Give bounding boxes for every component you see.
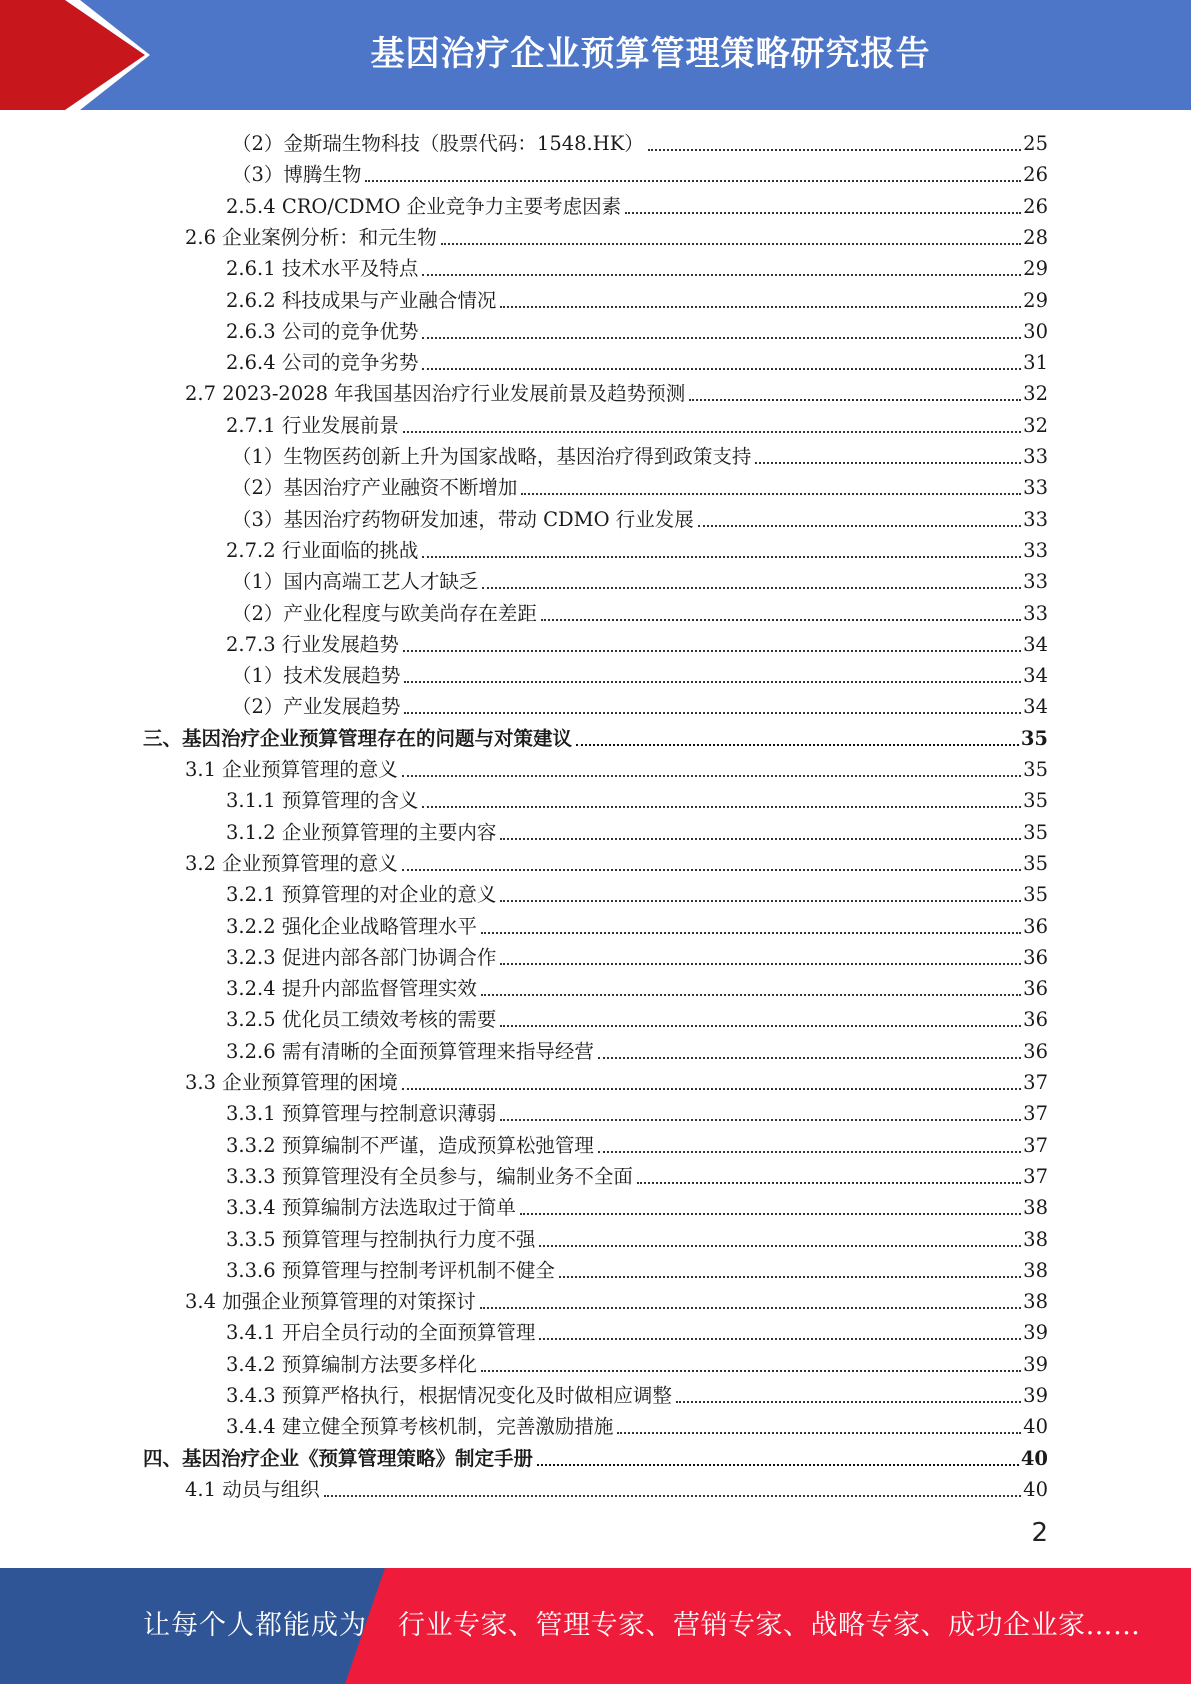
toc-entry-title: 2.6.1 技术水平及特点 — [226, 257, 419, 281]
toc-entry[interactable] — [185, 848, 1048, 879]
toc-entry-title: 3.3.1 预算管理与控制意识薄弱 — [226, 1102, 497, 1126]
toc-entry[interactable] — [226, 347, 1048, 378]
toc-entry-page: 26 — [1023, 194, 1048, 218]
toc-entry-title: 2.7 2023-2028 年我国基因治疗行业发展前景及趋势预测 — [185, 382, 686, 406]
toc-entry-title: （3）博腾生物 — [232, 163, 362, 187]
toc-entry-page: 38 — [1023, 1290, 1048, 1314]
toc-entry-title: 3.4.2 预算编制方法要多样化 — [226, 1352, 477, 1376]
toc-entry-title: 3.1.1 预算管理的含义 — [226, 789, 419, 813]
toc-entry-page: 40 — [1023, 1415, 1048, 1439]
toc-entry-title: （1）国内高端工艺人才缺乏 — [232, 570, 479, 594]
toc-entry-page: 37 — [1023, 1164, 1048, 1188]
toc-entry-page: 36 — [1023, 914, 1048, 938]
toc-entry-title: 3.4.4 建立健全预算考核机制，完善激励措施 — [226, 1415, 614, 1439]
toc-entry[interactable] — [143, 1443, 1048, 1474]
toc-entry[interactable] — [232, 159, 1048, 190]
toc-entry[interactable] — [226, 911, 1048, 942]
toc-entry-page: 38 — [1023, 1227, 1048, 1251]
toc-entry-title: （2）产业化程度与欧美尚存在差距 — [232, 601, 537, 625]
toc-dot-leader — [500, 1023, 1021, 1027]
toc-entry-page: 33 — [1023, 507, 1048, 531]
toc-dot-leader — [402, 867, 1021, 871]
toc-entry-title: 3.3 企业预算管理的困境 — [185, 1071, 398, 1094]
toc-entry[interactable] — [232, 598, 1048, 629]
toc-entry-title: 三、基因治疗企业预算管理存在的问题与对策建议 — [143, 726, 573, 750]
toc-entry-page: 36 — [1023, 977, 1048, 1001]
toc-dot-leader — [648, 147, 1021, 151]
footer-slogan-right: 行业专家、管理专家、营销专家、战略专家、成功企业家…… — [398, 1610, 1141, 1641]
toc-dot-leader — [537, 1462, 1019, 1466]
toc-dot-leader — [755, 460, 1021, 464]
toc-entry-page: 34 — [1023, 632, 1048, 656]
toc-entry-title: 2.6.2 科技成果与产业融合情况 — [226, 288, 497, 312]
toc-dot-leader — [598, 1055, 1021, 1059]
toc-entry-page: 28 — [1023, 225, 1048, 249]
toc-entry-title: 3.2 企业预算管理的意义 — [185, 851, 398, 875]
toc-dot-leader — [598, 1149, 1021, 1153]
toc-dot-leader — [402, 1086, 1021, 1090]
toc-entry[interactable] — [226, 191, 1048, 222]
toc-entry-page: 33 — [1023, 570, 1048, 594]
toc-dot-leader — [403, 429, 1021, 433]
toc-entry-title: （1）技术发展趋势 — [232, 664, 401, 688]
toc-dot-leader — [422, 335, 1021, 339]
toc-entry[interactable] — [226, 535, 1048, 566]
toc-entry-page: 32 — [1023, 382, 1048, 406]
toc-entry[interactable] — [226, 1224, 1048, 1255]
toc-entry[interactable] — [226, 1411, 1048, 1442]
toc-entry-title: （2）产业发展趋势 — [232, 695, 401, 719]
toc-entry-title: 2.6 企业案例分析：和元生物 — [185, 225, 437, 249]
toc-dot-leader — [404, 679, 1021, 683]
toc-dot-leader — [698, 523, 1021, 527]
toc-entry-title: 四、基因治疗企业《预算管理策略》制定手册 — [143, 1446, 534, 1470]
toc-entry[interactable] — [232, 128, 1048, 159]
toc-entry-title: 3.2.1 预算管理的对企业的意义 — [226, 883, 497, 907]
toc-entry-title: 3.2.5 优化员工绩效考核的需要 — [226, 1008, 497, 1032]
toc-entry[interactable] — [226, 1255, 1048, 1286]
toc-entry[interactable] — [226, 629, 1048, 660]
toc-entry-title: （2）基因治疗产业融资不断增加 — [232, 476, 518, 500]
toc-entry[interactable] — [226, 1098, 1048, 1129]
toc-entry-title: （2）金斯瑞生物科技（股票代码：1548.HK） — [232, 132, 644, 155]
toc-entry-page: 35 — [1023, 851, 1048, 875]
toc-entry-title: 3.1 企业预算管理的意义 — [185, 758, 398, 781]
page-header — [0, 0, 1191, 110]
toc-entry-page: 30 — [1023, 319, 1048, 343]
toc-dot-leader — [500, 836, 1021, 840]
toc-entry-page: 29 — [1023, 257, 1048, 281]
toc-entry-page: 33 — [1023, 445, 1048, 468]
toc-entry-page: 33 — [1023, 476, 1048, 500]
toc-entry-title: 3.2.4 提升内部监督管理实效 — [226, 977, 477, 1001]
toc-entry[interactable] — [232, 472, 1048, 503]
toc-entry[interactable] — [232, 660, 1048, 691]
toc-entry-page: 33 — [1023, 601, 1048, 625]
toc-entry[interactable] — [226, 942, 1048, 973]
toc-dot-leader — [481, 930, 1021, 934]
toc-dot-leader — [481, 1368, 1021, 1372]
toc-entry[interactable] — [226, 1161, 1048, 1192]
toc-entry-title: 2.5.4 CRO/CDMO 企业竞争力主要考虑因素 — [226, 194, 622, 218]
toc-entry-page: 35 — [1020, 726, 1048, 750]
toc-entry[interactable] — [185, 754, 1048, 785]
toc-entry-page: 37 — [1023, 1133, 1048, 1157]
toc-entry-title: 3.4.3 预算严格执行，根据情况变化及时做相应调整 — [226, 1384, 672, 1407]
toc-dot-leader — [521, 491, 1021, 495]
toc-entry[interactable] — [226, 817, 1048, 848]
toc-dot-leader — [422, 804, 1021, 808]
toc-dot-leader — [617, 1430, 1021, 1434]
toc-dot-leader — [541, 617, 1021, 621]
toc-entry-page: 34 — [1023, 664, 1048, 688]
toc-entry-page: 31 — [1023, 351, 1048, 375]
toc-entry-page: 26 — [1023, 163, 1048, 187]
toc-dot-leader — [500, 304, 1021, 308]
toc-entry[interactable] — [185, 1067, 1048, 1098]
toc-dot-leader — [481, 992, 1021, 996]
toc-entry-page: 38 — [1023, 1258, 1048, 1282]
toc-entry-title: 3.3.2 预算编制不严谨，造成预算松弛管理 — [226, 1133, 594, 1157]
toc-dot-leader — [402, 773, 1021, 777]
toc-entry[interactable] — [232, 691, 1048, 722]
toc-entry[interactable] — [232, 441, 1048, 472]
toc-dot-leader — [500, 898, 1021, 902]
toc-dot-leader — [559, 1274, 1021, 1278]
toc-entry[interactable] — [185, 1286, 1048, 1317]
toc-entry-title: 3.1.2 企业预算管理的主要内容 — [226, 820, 497, 844]
toc-entry-page: 35 — [1023, 758, 1048, 781]
toc-entry[interactable] — [226, 1192, 1048, 1223]
toc-dot-leader — [404, 710, 1021, 714]
toc-entry-title: （1）生物医药创新上升为国家战略，基因治疗得到政策支持 — [232, 445, 752, 468]
toc-entry-title: 3.3.6 预算管理与控制考评机制不健全 — [226, 1258, 555, 1282]
toc-entry-title: 3.3.3 预算管理没有全员参与，编制业务不全面 — [226, 1164, 633, 1188]
toc-entry[interactable] — [226, 1349, 1048, 1380]
toc-entry-title: 2.7.2 行业面临的挑战 — [226, 538, 419, 562]
toc-dot-leader — [422, 272, 1021, 276]
toc-entry[interactable] — [226, 973, 1048, 1004]
toc-entry[interactable] — [232, 566, 1048, 597]
toc-dot-leader — [482, 585, 1021, 589]
toc-entry-page: 35 — [1023, 820, 1048, 844]
toc-entry-page: 36 — [1023, 1039, 1048, 1063]
toc-entry-title: 3.3.5 预算管理与控制执行力度不强 — [226, 1227, 536, 1251]
toc-entry-title: 4.1 动员与组织 — [185, 1477, 320, 1501]
toc-entry-page: 38 — [1023, 1196, 1048, 1220]
toc-dot-leader — [539, 1243, 1021, 1247]
toc-entry-title: 3.4.1 开启全员行动的全面预算管理 — [226, 1321, 536, 1345]
toc-dot-leader — [403, 648, 1021, 652]
toc-entry[interactable] — [226, 1036, 1048, 1067]
toc-entry-title: 3.2.3 促进内部各部门协调合作 — [226, 945, 497, 969]
toc-dot-leader — [422, 554, 1021, 558]
toc-dot-leader — [539, 1336, 1021, 1340]
toc-entry[interactable] — [226, 410, 1048, 441]
toc-entry-page: 39 — [1023, 1321, 1048, 1345]
toc-entry[interactable] — [226, 1317, 1048, 1348]
toc-dot-leader — [520, 1211, 1021, 1215]
toc-entry[interactable] — [226, 316, 1048, 347]
toc-entry[interactable] — [185, 222, 1048, 253]
page-footer — [0, 1568, 1191, 1684]
toc-entry-page: 32 — [1023, 413, 1048, 437]
toc-entry-page: 37 — [1023, 1102, 1048, 1126]
page-number: 2 — [1031, 1518, 1048, 1548]
toc-entry-page: 35 — [1023, 883, 1048, 907]
toc-entry-title: （3）基因治疗药物研发加速，带动 CDMO 行业发展 — [232, 507, 694, 531]
toc-entry[interactable] — [226, 285, 1048, 316]
toc-entry[interactable] — [143, 723, 1048, 754]
toc-dot-leader — [689, 397, 1021, 401]
toc-dot-leader — [324, 1493, 1021, 1497]
header-arrow-decoration — [0, 0, 160, 110]
toc-entry[interactable] — [226, 253, 1048, 284]
toc-dot-leader — [676, 1399, 1021, 1403]
toc-entry[interactable] — [232, 504, 1048, 535]
toc-entry-title: 2.6.3 公司的竞争优势 — [226, 319, 419, 343]
toc-entry[interactable] — [226, 785, 1048, 816]
toc-entry-page: 34 — [1023, 695, 1048, 719]
toc-dot-leader — [441, 241, 1021, 245]
toc-entry-page: 33 — [1023, 538, 1048, 562]
toc-entry-title: 3.3.4 预算编制方法选取过于简单 — [226, 1196, 516, 1220]
toc-dot-leader — [365, 178, 1021, 182]
toc-entry-page: 29 — [1023, 288, 1048, 312]
toc-entry[interactable] — [226, 1004, 1048, 1035]
toc-entry-page: 39 — [1023, 1352, 1048, 1376]
toc-dot-leader — [422, 366, 1021, 370]
toc-dot-leader — [500, 1117, 1021, 1121]
toc-entry-page: 36 — [1023, 1008, 1048, 1032]
toc-entry[interactable] — [185, 1474, 1048, 1505]
toc-entry-page: 39 — [1023, 1384, 1048, 1407]
toc-entry-title: 3.2.2 强化企业战略管理水平 — [226, 914, 477, 938]
toc-entry-title: 3.4 加强企业预算管理的对策探讨 — [185, 1290, 476, 1314]
toc-dot-leader — [625, 210, 1021, 214]
toc-entry[interactable] — [226, 1380, 1048, 1411]
toc-entry[interactable] — [226, 879, 1048, 910]
toc-entry-page: 40 — [1023, 1477, 1048, 1501]
toc-entry[interactable] — [185, 378, 1048, 409]
toc-dot-leader — [637, 1180, 1021, 1184]
toc-entry-title: 2.6.4 公司的竞争劣势 — [226, 351, 419, 375]
toc-entry-page: 36 — [1023, 945, 1048, 969]
toc-dot-leader — [576, 742, 1019, 746]
toc-entry[interactable] — [226, 1130, 1048, 1161]
toc-entry-title: 2.7.3 行业发展趋势 — [226, 632, 399, 656]
toc-dot-leader — [500, 961, 1021, 965]
toc-dot-leader — [480, 1305, 1021, 1309]
toc-entry-page: 35 — [1023, 789, 1048, 813]
toc-entry-title: 2.7.1 行业发展前景 — [226, 413, 399, 437]
toc-entry-page: 37 — [1023, 1071, 1048, 1094]
toc-entry-page: 25 — [1023, 132, 1048, 155]
toc-entry-page: 40 — [1020, 1446, 1048, 1470]
report-title: 基因治疗企业预算管理策略研究报告 — [370, 34, 931, 74]
toc-entry-title: 3.2.6 需有清晰的全面预算管理来指导经营 — [226, 1039, 594, 1063]
footer-slogan-left: 让每个人都能成为 — [143, 1610, 367, 1641]
